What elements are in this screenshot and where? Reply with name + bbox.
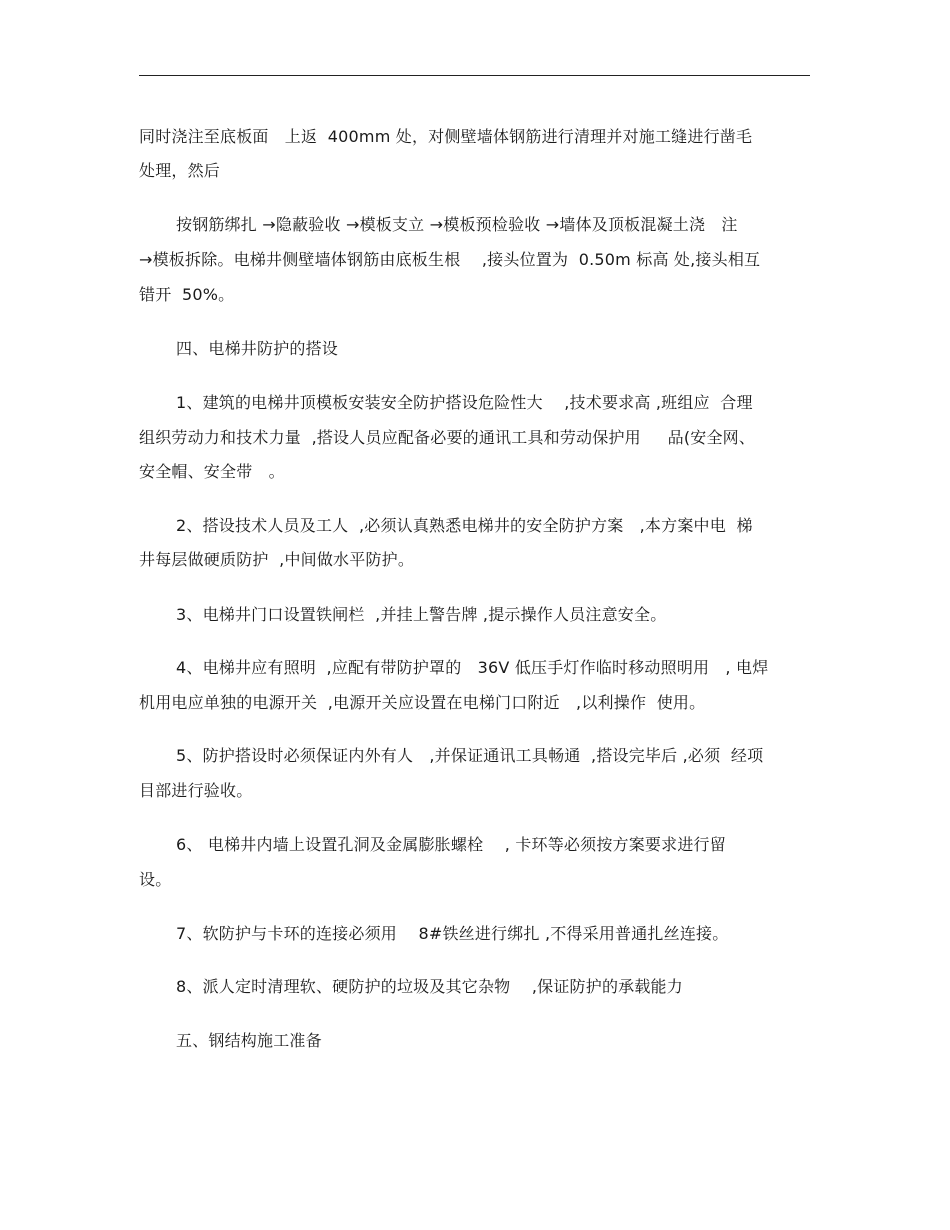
text-line: 设。 bbox=[139, 870, 172, 889]
text-line: 4、电梯井应有照明 ,应配有带防护罩的 36V 低压手灯作临时移动照明用 , 电焊 bbox=[176, 658, 769, 677]
text-line: 机用电应单独的电源开关 ,电源开关应设置在电梯门口附近 ,以利操作 使用。 bbox=[139, 693, 706, 712]
text-line: →模板拆除。电梯井侧壁墙体钢筋由底板生根 ,接头位置为 0.50m 标高 处,接头相互 bbox=[139, 250, 761, 269]
text-line: 按钢筋绑扎 →隐蔽验收 →模板支立 →模板预检验收 →墙体及顶板混凝土浇 注 bbox=[176, 215, 738, 234]
text-line: 5、防护搭设时必须保证内外有人 ,并保证通讯工具畅通 ,搭设完毕后 ,必须 经项 bbox=[176, 746, 764, 765]
text-line: 错开 50%。 bbox=[139, 285, 235, 304]
section-heading: 五、钢结构施工准备 bbox=[176, 1031, 322, 1050]
text-line: 处理，然后 bbox=[139, 161, 221, 180]
text-line: 组织劳动力和技术力量 ,搭设人员应配备必要的通讯工具和劳动保护用 品(安全网、 bbox=[139, 428, 756, 447]
text-line: 1、建筑的电梯井顶模板安装安全防护搭设危险性大 ,技术要求高 ,班组应 合理 bbox=[176, 393, 753, 412]
text-line: 8、派人定时清理软、硬防护的垃圾及其它杂物 ,保证防护的承载能力 bbox=[176, 977, 683, 996]
text-line: 安全帽、安全带 。 bbox=[139, 462, 285, 481]
text-line: 井每层做硬质防护 ,中间做水平防护。 bbox=[139, 550, 415, 569]
text-line: 同时浇注至底板面 上返 400mm 处，对侧壁墙体钢筋进行清理并对施工缝进行凿毛 bbox=[139, 127, 753, 146]
header-rule bbox=[139, 75, 810, 76]
section-heading: 四、电梯井防护的搭设 bbox=[176, 339, 339, 358]
text-line: 2、搭设技术人员及工人 ,必须认真熟悉电梯井的安全防护方案 ,本方案中电 梯 bbox=[176, 516, 753, 535]
text-line: 目部进行验收。 bbox=[139, 781, 253, 800]
text-line: 3、电梯井门口设置铁闸栏 ,并挂上警告牌 ,提示操作人员注意安全。 bbox=[176, 605, 667, 624]
text-line: 6、 电梯井内墙上设置孔洞及金属膨胀螺栓 , 卡环等必须按方案要求进行留 bbox=[176, 835, 726, 854]
text-line: 7、软防护与卡环的连接必须用 8#铁丝进行绑扎 ,不得采用普通扎丝连接。 bbox=[176, 924, 729, 943]
